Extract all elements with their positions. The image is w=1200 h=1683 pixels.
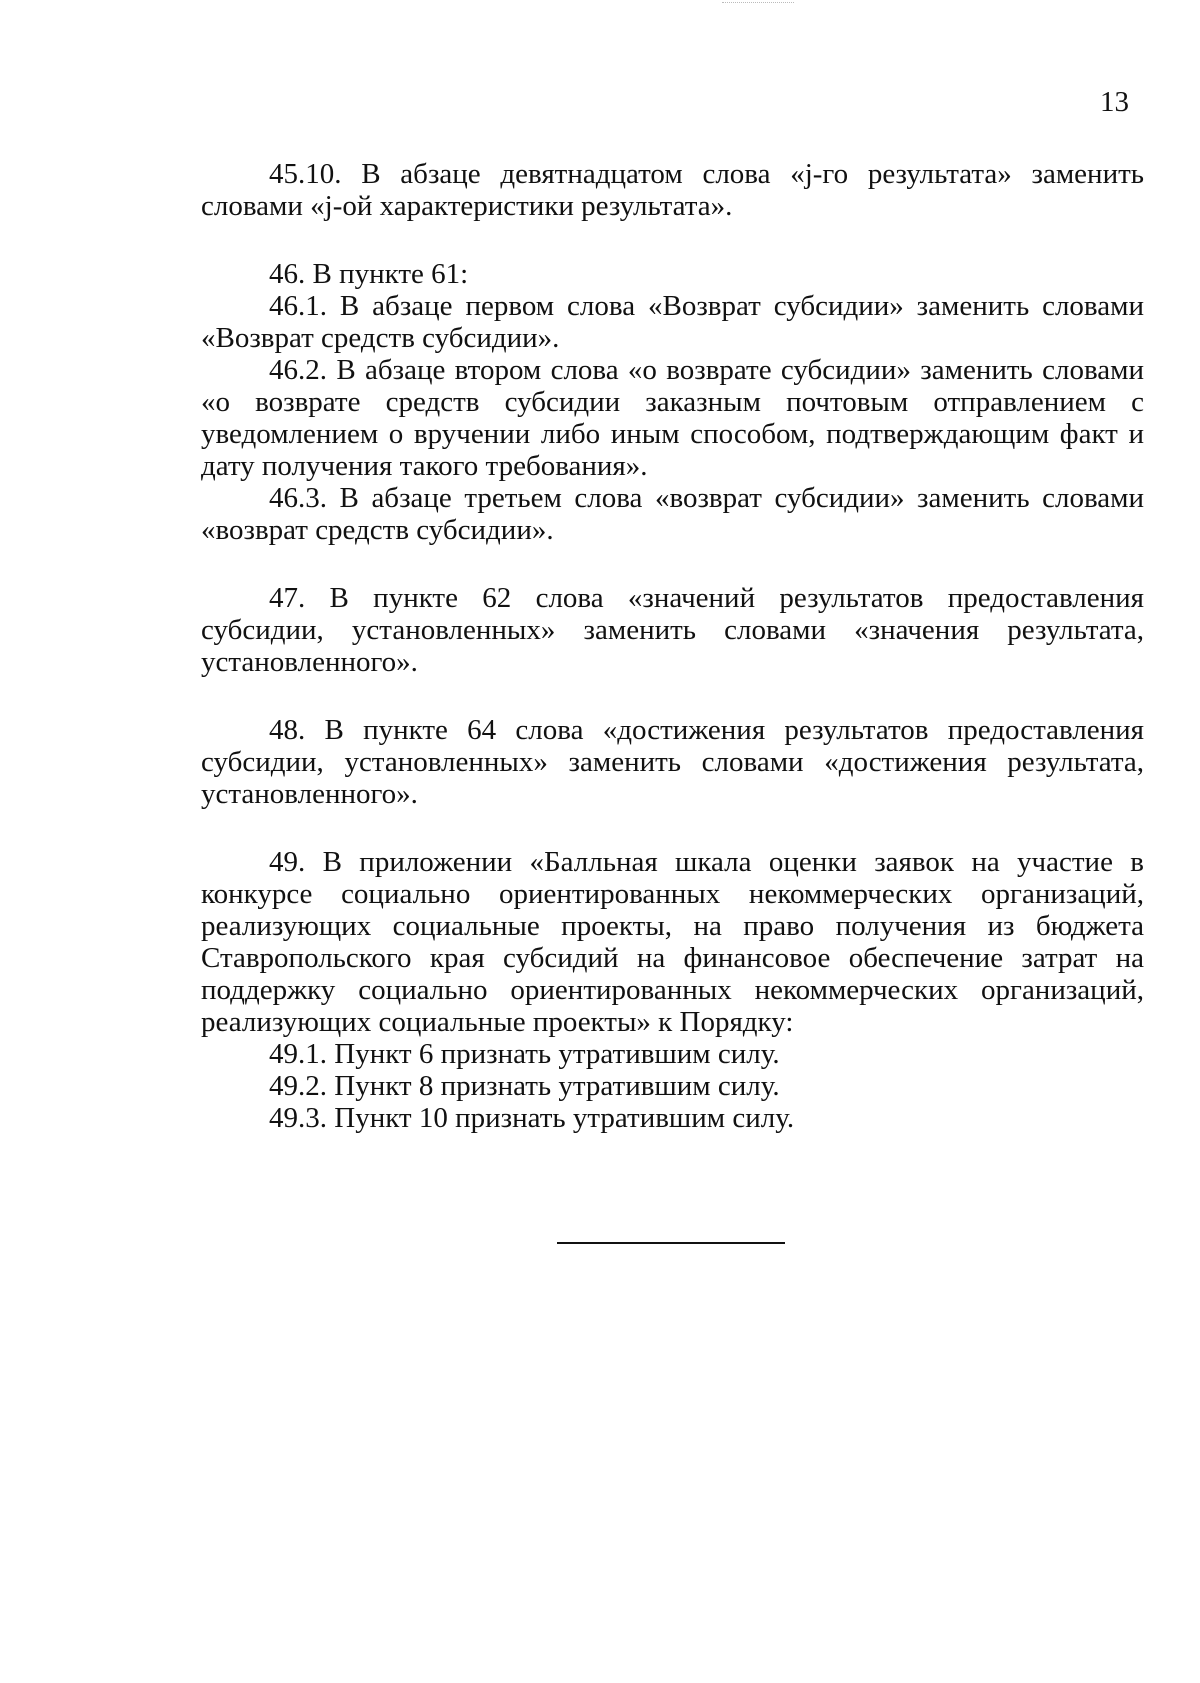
- paragraph-46-1: 46.1. В абзаце первом слова «Возврат субсидии» заменить словами «Возврат средств субсидии».: [201, 290, 1144, 354]
- paragraph-45-10: 45.10. В абзаце девятнадцатом слова «j-го результата» заменить словами «j-ой характеристики результата».: [201, 158, 1144, 222]
- paragraph-48: 48. В пункте 64 слова «достижения результатов предоставления субсидии, установленных» заменить словами «достижения результата, установленного».: [201, 714, 1144, 810]
- paragraph-gap: [201, 546, 1144, 582]
- paragraph-gap: [201, 810, 1144, 846]
- paragraph-49-2: 49.2. Пункт 8 признать утратившим силу.: [269, 1070, 780, 1102]
- paragraph-49-3: 49.3. Пункт 10 признать утратившим силу.: [269, 1102, 795, 1134]
- scan-artifact: [722, 2, 794, 3]
- paragraph-46-2: 46.2. В абзаце втором слова «о возврате субсидии» заменить словами «о возврате средств субсидии заказным почтовым отправлением с уведомлением о вручении либо иным способом, подтверждающим факт и дату получения такого требования».: [201, 354, 1144, 482]
- paragraph-49: 49. В приложении «Балльная шкала оценки заявок на участие в конкурсе социально ориентированных некоммерческих организаций, реализующих социальные проекты, на право получения из бюджета Ставропольского края субсидий на финансовое обеспечение затрат на поддержку социально ориентированных некоммерческих организаций, реализующих социальные проекты» к Порядку:: [201, 846, 1144, 1038]
- paragraph-49-1: 49.1. Пункт 6 признать утратившим силу.: [269, 1038, 780, 1070]
- paragraph-46-3: 46.3. В абзаце третьем слова «возврат субсидии» заменить словами «возврат средств субсидии».: [201, 482, 1144, 546]
- document-body: [201, 158, 1144, 1134]
- paragraph-47: 47. В пункте 62 слова «значений результатов предоставления субсидии, установленных» заменить словами «значения результата, установленного».: [201, 582, 1144, 678]
- paragraph-gap: [201, 678, 1144, 714]
- page-number: 13: [1100, 86, 1129, 118]
- paragraph-gap: [201, 222, 1144, 258]
- paragraph-46: 46. В пункте 61:: [269, 258, 469, 290]
- end-of-document-rule: [557, 1242, 785, 1244]
